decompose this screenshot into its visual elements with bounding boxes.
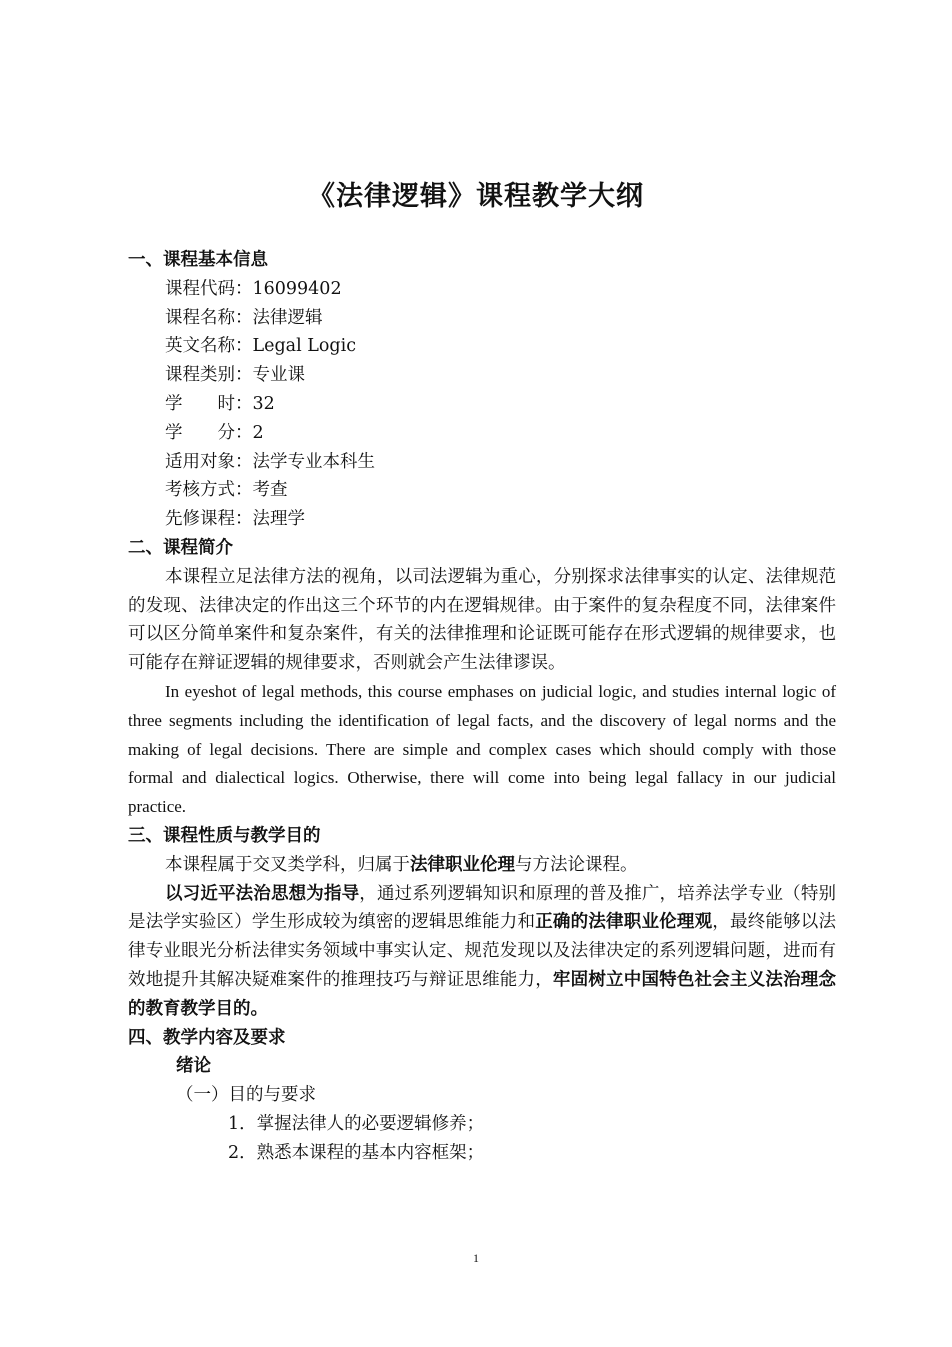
- section-heading-basic-info: 一、课程基本信息: [128, 250, 268, 270]
- nature-text: 本课程属于交叉类学科，归属于: [165, 854, 410, 875]
- purpose-text-2: ，最终能够以法律专业眼光分析法律实务领域中事实认定、规范发现以及法律决定的系列逻辑问题，进而有效地提升其解决疑难案件的推理技巧与辩证思维能力，: [128, 912, 837, 990]
- purpose-bold-ethics: 正确的法律职业伦理观: [535, 912, 713, 933]
- purpose-bold-goal: 牢固树立中国特色社会主义法治理念的教育教学目的。: [128, 969, 836, 1019]
- section-heading-introduction: 二、课程简介: [128, 537, 233, 558]
- purpose-paragraph: [128, 880, 836, 1024]
- info-hours: 学 时：32: [165, 393, 275, 414]
- document-title: 《法律逻辑》课程教学大纲: [308, 181, 644, 212]
- nature-paragraph: [128, 851, 836, 880]
- section-heading-content-requirements: 四、教学内容及要求: [128, 1027, 286, 1048]
- introduction-paragraph-chinese: 本课程立足法律方法的视角，以司法逻辑为重心，分别探求法律事实的认定、法律规范的发现、法律决定的作出这三个环节的内在逻辑规律。由于案件的复杂程度不同，法律案件可以区分简单案件和复杂案件，有关的法律推理和论证既可能存在形式逻辑的规律要求，也可能存在辩证逻辑的规律要求，否则就会产生法律谬误。: [128, 566, 836, 674]
- objective-item: 2．熟悉本课程的基本内容框架；: [228, 1142, 485, 1163]
- info-course-type: 课程类别：专业课: [165, 365, 305, 386]
- objective-item: 1．掌握法律人的必要逻辑修养；: [228, 1113, 485, 1134]
- page-number: 1: [473, 1251, 479, 1265]
- nature-bold-text: 法律职业伦理: [410, 854, 515, 875]
- section-heading-nature-purpose: 三、课程性质与教学目的: [128, 825, 321, 846]
- purpose-text: ，通过系列逻辑知识和原理的普及推广，培养法学专业（特别是法学实验区）学生形成较为缜密的逻辑思维能力和: [128, 883, 837, 933]
- introduction-paragraph-english: In eyeshot of legal methods, this course emphases on judicial logic, and studies internal logic of three segments including the identification of legal facts, and the discovery of legal norms and the making of legal decisions. There are simple and complex cases which should comply with those formal and dialectical logics. Otherwise, there will come into being legal fallacy in our judicial practice.: [128, 681, 836, 817]
- nature-text-end: 与方法论课程。: [515, 854, 638, 875]
- info-prerequisite: 先修课程：法理学: [165, 509, 305, 530]
- subsection-objectives: （一）目的与要求: [176, 1085, 316, 1106]
- info-credits: 学 分：2: [165, 422, 264, 443]
- document-body: [128, 246, 836, 1168]
- subsection-heading-introduction: 绪论: [176, 1056, 211, 1077]
- purpose-bold-guideline: 以习近平法治思想为指导: [165, 883, 360, 904]
- info-english-name: 英文名称：Legal Logic: [165, 336, 357, 357]
- info-course-name: 课程名称：法律逻辑: [165, 307, 323, 328]
- info-course-code: 课程代码：16099402: [165, 278, 342, 299]
- info-target-students: 适用对象：法学专业本科生: [165, 451, 375, 472]
- info-assessment: 考核方式：考查: [165, 480, 288, 501]
